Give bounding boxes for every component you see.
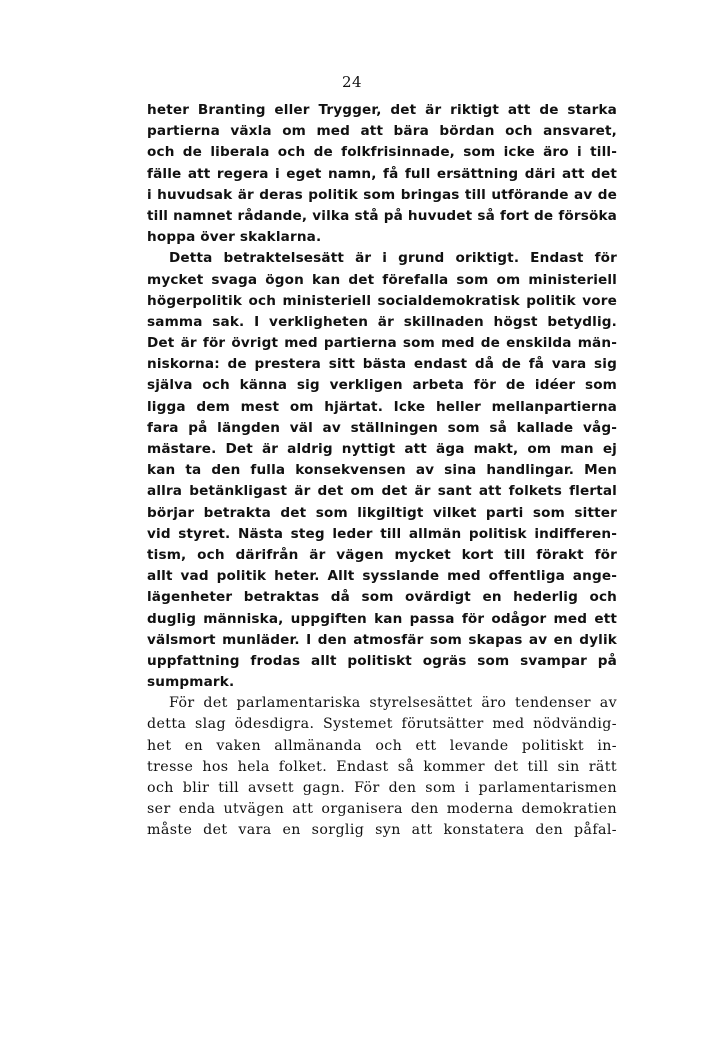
- text-line: fara på längden väl av ställningen som så kallade våg-: [147, 419, 617, 436]
- text-line: kan ta den fulla konsekvensen av sina handlingar. Men: [147, 462, 617, 479]
- text-line: hoppa över skaklarna.: [147, 229, 322, 246]
- text-line: allt vad politik heter. Allt sysslande med offentliga ange-: [147, 568, 617, 585]
- text-line: ser enda utvägen att organisera den moderna demokratien: [147, 801, 617, 818]
- page-number: 24: [341, 73, 363, 91]
- text-line: niskorna: de prestera sitt bästa endast då de få vara sig: [147, 356, 617, 373]
- text-line: Det är för övrigt med partierna som med de enskilda män-: [147, 335, 617, 352]
- paragraph: [147, 693, 617, 841]
- text-line: partierna växla om med att bära bördan och ansvaret,: [147, 123, 617, 140]
- text-line: uppfattning frodas allt politiskt ogräs som svampar på: [147, 652, 617, 669]
- paragraph: [147, 248, 617, 693]
- text-line: tism, och därifrån är vägen mycket kort till förakt för: [147, 546, 617, 563]
- text-line: Detta betraktelsesätt är i grund oriktigt. Endast för: [169, 250, 617, 267]
- text-line: och de liberala och de folkfrisinnade, som icke äro i till-: [147, 144, 617, 161]
- text-line: vid styret. Nästa steg leder till allmän politisk indifferen-: [147, 525, 617, 542]
- text-line: För det parlamentariska styrelsesättet äro tendenser av: [169, 695, 617, 712]
- text-line: allra betänkligast är det om det är sant att folkets flertal: [147, 483, 617, 500]
- text-line: lägenheter betraktas då som ovärdigt en hederlig och: [147, 589, 617, 606]
- text-line: het en vaken allmänanda och ett levande politiskt in-: [147, 737, 617, 754]
- text-line: detta slag ödesdigra. Systemet förutsätter med nödvändig-: [147, 716, 617, 733]
- text-line: måste det vara en sorglig syn att konstatera den påfal-: [147, 822, 617, 839]
- text-line: mycket svaga ögon kan det förefalla som om ministeriell: [147, 271, 617, 288]
- body-text: [147, 100, 617, 842]
- text-line: fälle att regera i eget namn, få full ersättning däri att det: [147, 165, 617, 182]
- text-line: sumpmark.: [147, 674, 235, 691]
- text-line: mästare. Det är aldrig nyttigt att äga makt, om man ej: [147, 441, 617, 457]
- text-line: i huvudsak är deras politik som bringas till utförande av de: [147, 186, 617, 203]
- text-line: ligga dem mest om hjärtat. Icke heller mellanpartierna: [147, 398, 617, 415]
- text-line: välsmort munläder. I den atmosfär som skapas av en dylik: [147, 631, 617, 648]
- text-line: själva och känna sig verkligen arbeta för de idéer som: [147, 377, 617, 394]
- text-line: och blir till avsett gagn. För den som i parlamentarismen: [147, 780, 617, 796]
- text-line: heter Branting eller Trygger, det är riktigt att de starka: [147, 102, 617, 118]
- text-line: samma sak. I verkligheten är skillnaden högst betydlig.: [147, 313, 617, 330]
- text-line: till namnet rådande, vilka stå på huvudet så fort de försöka: [147, 207, 617, 224]
- text-line: högerpolitik och ministeriell socialdemokratisk politik vore: [147, 292, 617, 309]
- text-line: tresse hos hela folket. Endast så kommer det till sin rätt: [147, 758, 617, 775]
- text-line: duglig människa, uppgiften kan passa för odågor med ett: [147, 610, 617, 627]
- paragraph: [147, 100, 617, 248]
- text-line: börjar betrakta det som likgiltigt vilket parti som sitter: [147, 504, 617, 521]
